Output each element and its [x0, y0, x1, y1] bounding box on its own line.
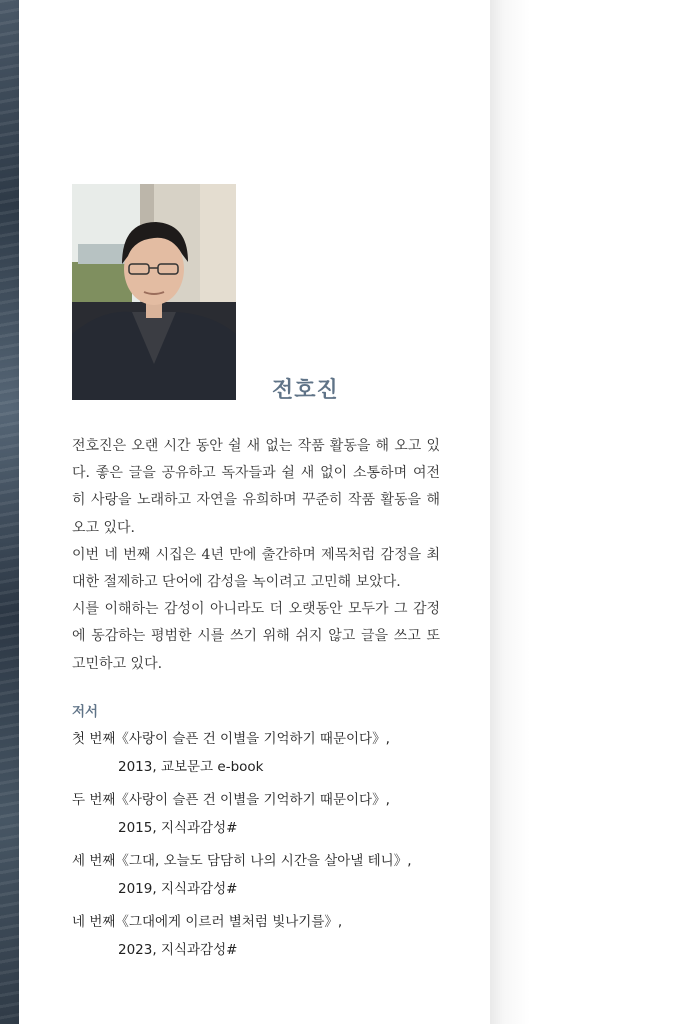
author-bio [72, 433, 440, 678]
work-item [72, 726, 462, 781]
work-title: 첫 번째《사랑이 슬픈 건 이별을 기억하기 때문이다》, [72, 731, 390, 747]
author-photo [72, 184, 236, 400]
bio-paragraph: 이번 네 번째 시집은 4년 만에 출간하며 제목처럼 감정을 최대한 절제하고 단어에 감성을 녹이려고 고민해 보았다. [72, 546, 440, 591]
bio-paragraph: 시를 이해하는 감성이 아니라도 더 오랫동안 모두가 그 감정에 동감하는 평범한 시를 쓰기 위해 쉬지 않고 글을 쓰고 또 고민하고 있다. [72, 601, 440, 672]
author-portrait-icon [72, 184, 236, 400]
work-publication: 2015, 지식과감성# [118, 820, 238, 836]
work-publication: 2019, 지식과감성# [118, 881, 238, 897]
work-item [72, 787, 462, 842]
work-publication: 2013, 교보문고 e-book [118, 759, 264, 775]
work-title: 세 번째《그대, 오늘도 담담히 나의 시간을 살아낼 테니》, [72, 853, 412, 869]
page-shadow-margin [490, 0, 697, 1024]
bio-paragraph: 전호진은 오랜 시간 동안 쉴 새 없는 작품 활동을 해 오고 있다. 좋은 글을 공유하고 독자들과 쉴 새 없이 소통하며 여전히 사랑을 노래하고 자연을 유희하며 꾸준히 작품 활동을 해 오고 있다. [72, 438, 440, 536]
work-item [72, 848, 462, 903]
work-publication: 2023, 지식과감성# [118, 942, 238, 958]
author-name: 전호진 [272, 378, 339, 403]
work-title: 네 번째《그대에게 이르러 별처럼 빛나기를》, [72, 914, 343, 930]
book-cover-edge [0, 0, 19, 1024]
work-item [72, 909, 462, 964]
work-title: 두 번째《사랑이 슬픈 건 이별을 기억하기 때문이다》, [72, 792, 390, 808]
works-list [72, 726, 462, 970]
works-heading: 저서 [72, 704, 99, 720]
